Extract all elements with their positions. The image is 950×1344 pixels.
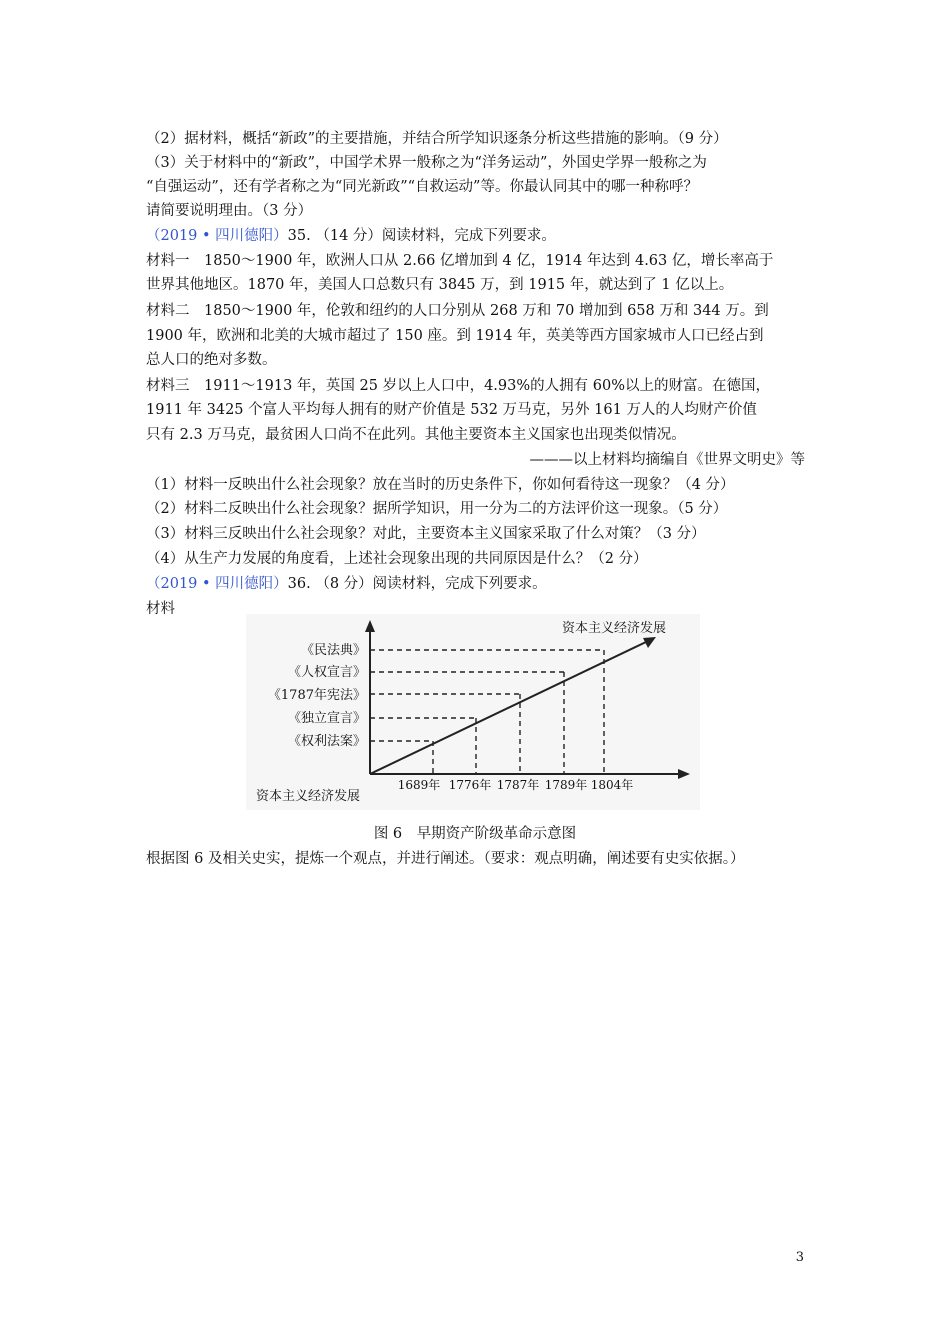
- question-35-instruction: 35. （14 分）阅读材料，完成下列要求。: [287, 228, 556, 244]
- material-source-note: ———以上材料均摘编自《世界文明史》等: [529, 452, 805, 468]
- material-3-line-2: 1911 年 3425 个富人平均每人拥有的财产价值是 532 万马克，另外 161 万人的人均财产价值: [146, 402, 757, 418]
- material-1-line-1: 材料一 1850～1900 年，欧洲人口从 2.66 亿增加到 4 亿，1914 年达到 4.63 亿，增长率高于: [146, 253, 774, 269]
- doc-label-civil-code: 《民法典》: [300, 643, 366, 658]
- question-35-3: （3）材料三反映出什么社会现象？对此，主要资本主义国家采取了什么对策？（3 分）: [146, 526, 706, 542]
- question-3-text-line-3: 请简要说明理由。（3 分）: [146, 203, 313, 219]
- material-3-line-1: 材料三 1911～1913 年，英国 25 岁以上人口中，4.93%的人拥有 60%以上的财富。在德国，: [146, 378, 770, 394]
- material-2-line-2: 1900 年，欧洲和北美的大城市超过了 150 座。到 1914 年，英美等西方国家城市人口已经占到: [146, 328, 764, 344]
- revolution-diagram: [246, 614, 700, 810]
- year-label-1776: 1776年: [448, 778, 492, 792]
- year-label-1787: 1787年: [496, 778, 540, 792]
- material-1-line-2: 世界其他地区。1870 年，美国人口总数只有 3845 万，到 1915 年，就达到了 1 亿以上。: [146, 277, 734, 293]
- question-35-header: [146, 226, 556, 246]
- doc-label-independence: 《独立宣言》: [287, 711, 366, 726]
- x-axis-label: 资本主义经济发展: [256, 789, 361, 804]
- question-36-task: 根据图 6 及相关史实，提炼一个观点，并进行阐述。（要求：观点明确，阐述要有史实依据。）: [146, 851, 745, 867]
- question-3-text-line-2: “自强运动”，还有学者称之为“同光新政”“自救运动”等。你最认同其中的哪一种称呼？: [146, 179, 698, 195]
- question-2-text: （2）据材料，概括“新政”的主要措施，并结合所学知识逐条分析这些措施的影响。（9 分）: [146, 131, 728, 147]
- question-3-text-line-1: （3）关于材料中的“新政”，中国学术界一般称之为“洋务运动”，外国史学界一般称之为: [146, 155, 707, 171]
- page-number: 3: [795, 1250, 804, 1265]
- revolution-diagram-svg: [246, 614, 700, 810]
- question-35-1: （1）材料一反映出什么社会现象？放在当时的历史条件下，你如何看待这一现象？（4 分）: [146, 477, 735, 493]
- doc-label-rights-of-man: 《人权宣言》: [287, 665, 366, 680]
- growth-line-label: 资本主义经济发展: [562, 621, 667, 636]
- question-36-source: （2019 • 四川德阳）: [146, 576, 288, 592]
- question-35-4: （4）从生产力发展的角度看，上述社会现象出现的共同原因是什么？（2 分）: [146, 551, 648, 567]
- figure-caption: 图 6 早期资产阶级革命示意图: [373, 826, 577, 842]
- doc-label-1787-constitution: 《1787年宪法》: [267, 688, 366, 703]
- doc-label-bill-of-rights: 《权利法案》: [287, 734, 366, 749]
- year-label-1689: 1689年: [397, 778, 441, 792]
- material-3-line-3: 只有 2.3 万马克，最贫困人口尚不在此列。其他主要资本主义国家也出现类似情况。: [146, 427, 686, 443]
- year-label-1789: 1789年: [544, 778, 588, 792]
- material-2-line-3: 总人口的绝对多数。: [146, 352, 277, 368]
- year-label-1804: 1804年: [590, 778, 634, 792]
- question-36-header: [146, 574, 547, 594]
- material-2-line-1: 材料二 1850～1900 年，伦敦和纽约的人口分别从 268 万和 70 增加到 658 万和 344 万。到: [146, 303, 769, 319]
- question-35-source: （2019 • 四川德阳）: [146, 228, 288, 244]
- question-36-instruction: 36. （8 分）阅读材料，完成下列要求。: [287, 576, 547, 592]
- question-35-2: （2）材料二反映出什么社会现象？据所学知识，用一分为二的方法评价这一现象。（5 分）: [146, 501, 728, 517]
- material-label: 材料: [146, 601, 175, 617]
